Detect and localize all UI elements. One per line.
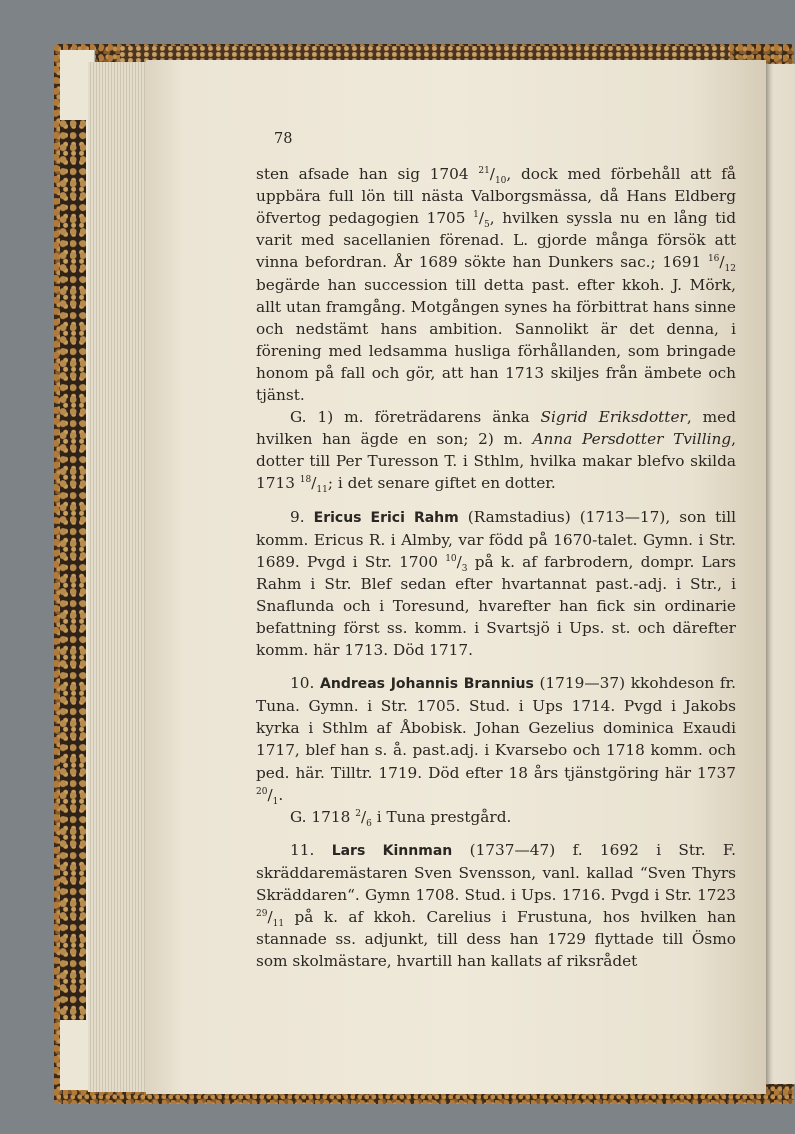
entry-number: 9. <box>290 507 305 526</box>
page-number: 78 <box>274 131 293 147</box>
page-text <box>256 128 736 972</box>
text-run: , dock med förbehåll att få uppbära full lön till nästa Valborgsmässa, då Hans Eldberg öfvertog pedagogien 1705 <box>256 165 736 228</box>
entry-10: 10. Andreas Johannis Brannius (1719—37) kkohdeson fr. Tuna. Gymn. i Str. 1705. Stud. i Ups 1714. Pvgd i Jakobs kyrka i Sthlm af Åbobisk. Johan Gezelius dominica Exaudi 1717, blef han s. å. past.adj. i Kvarsebo och 1718 komm. och ped. här. Tilltr. 1719. Död efter 18 års tjänstgöring här 1737 $^{20}/_1$. <box>256 674 736 807</box>
entry-10-marriage: G. 1718 $^2/_6$ i Tuna prestgård. <box>290 807 512 829</box>
paragraph-marriages: G. 1) m. företrädarens änka Sigrid Eriksdotter, med hvilken han ägde en son; 2) m. Anna Persdotter Tvilling, dotter till Per Turesson T. i Sthlm, hvilka makar blefvo skilda 1713 $^{18}/_{11}$; i det senare giftet en dotter. <box>256 408 737 496</box>
date-fraction-den: 11 <box>272 919 285 930</box>
entry-name: Andreas Johannis Brannius <box>320 676 534 693</box>
date-fraction-den: 6 <box>366 818 372 829</box>
date-fraction-num: 2 <box>355 808 361 819</box>
entry-9: 9. Ericus Erici Rahm (Ramstadius) (1713—17), son till komm. Ericus R. i Almby, var född på 1670-talet. Gymn. i Str. 1689. Pvgd i Str. 1700 $^{10}/_3$ på k. af farbrodern, dompr. Lars Rahm i Str. Blef sedan efter hvartannat past.-adj. i Str., i Snaflunda och i Toresund, hvarefter han fick sin ordinarie befattning först ss. komm. i Svartsjö i Ups. st. och därefter komm. här 1713. Död 1717. <box>256 507 736 660</box>
date-fraction-num: 16 <box>707 254 720 265</box>
date-fraction-den: 12 <box>724 264 736 275</box>
date-fraction-num: 18 <box>299 475 312 486</box>
entry-number: 10. <box>290 674 315 693</box>
date-fraction-num: 29 <box>256 909 268 919</box>
book-spine-marbling <box>60 120 86 1020</box>
entry-name: Lars Kinnman <box>331 842 453 859</box>
text-run: på k. af farbrodern, dompr. Lars Rahm i Str. Blef sedan efter hvartannat past.-adj. i Str., i Snaflunda och i Toresund, hvarefter han fick sin ordinarie befattning först ss. komm. i Svartsjö i Ups. st. och därefter komm. här 1713. Död 1717. <box>256 552 736 660</box>
entry-number: 11. <box>290 840 315 859</box>
text-run: (1737—47) f. 1692 i Str. F. skräddaremästaren Sven Svensson, vanl. kallad “Sven Thyrs Skräddaren“. Gymn 1708. Stud. i Ups. 1716. Pvgd i Str. 1723 <box>256 840 736 904</box>
text-run: G. 1) m. företrädarens änka <box>290 408 541 427</box>
text-run: sten afsade han sig 1704 <box>256 165 479 184</box>
date-fraction-den: 5 <box>484 220 490 231</box>
text-run: ; i det senare giftet en dotter. <box>327 474 556 493</box>
date-fraction-den: 1 <box>272 796 279 807</box>
text-run: i Tuna prestgård. <box>371 807 512 826</box>
text-run: begärde han succession till detta past. efter kkoh. J. Mörk, allt utan framgång. Motgången synes ha förbittrat hans sinne och nedstämt hans ambition. Sannolikt är det denna, i förening med ledsamma husliga förhållanden, som bringade honom på fall och gör, att han 1713 skiljes från ämbete och tjänst. <box>256 275 736 405</box>
entry-name: Ericus Erici Rahm <box>313 509 459 526</box>
paragraph-continuation: sten afsade han sig 1704 $^{21}/_{10}$, dock med förbehåll att få uppbära full lön till nästa Valborgsmässa, då Hans Eldberg öfvertog pedagogien 1705 $^1/_5$, hvilken syssla nu en lång tid varit med sacellanien förenad. L. gjorde många försök att vinna befordran. År 1689 sökte han Dunkers sac.; 1691 $^{16}/_{12}$ begärde han succession till detta past. efter kkoh. J. Mörk, allt utan framgång. Motgången synes ha förbittrat hans sinne och nedstämt hans ambition. Sannolikt är det denna, i förening med ledsamma husliga förhållanden, som bringade honom på fall och gör, att han 1713 skiljes från ämbete och tjänst. <box>256 165 736 405</box>
text-run: . <box>278 785 284 804</box>
date-fraction-num: 20 <box>256 786 268 797</box>
text-run: , dotter till Per Turesson T. i Sthlm, hvilka makar blefvo skilda 1713 <box>256 430 737 493</box>
entry-11: 11. Lars Kinnman (1737—47) f. 1692 i Str. F. skräddaremästaren Sven Svensson, vanl. kallad “Sven Thyrs Skräddaren“. Gymn 1708. Stud. i Ups. 1716. Pvgd i Str. 1723 $^{29}/_{11}$ på k. af kkoh. Carelius i Frustuna, hos hvilken han stannade ss. adjunkt, till dess han 1729 flyttade till Ösmo som skolmästare, hvartill han kallats af riksrådet <box>256 840 736 971</box>
date-fraction-num: 1 <box>473 210 479 221</box>
text-run: på k. af kkoh. Carelius i Frustuna, hos hvilken han stannade ss. adjunkt, till dess han 1729 flyttade till Ösmo som skolmästare, hvartill han kallats af riksrådet <box>256 908 736 971</box>
date-fraction-num: 21 <box>478 166 490 176</box>
text-run: (1719—37) kkohdeson fr. Tuna. Gymn. i Str. 1705. Stud. i Ups 1714. Pvgd i Jakobs kyrka i Sthlm af Åbobisk. Johan Gezelius dominica Exaudi 1717, blef han s. å. past.adj. i Kvarsebo och 1718 komm. och ped. här. Tilltr. 1719. Död efter 18 års tjänstgöring här 1737 <box>256 674 736 782</box>
date-fraction-den: 11 <box>316 485 328 496</box>
italic-name: Anna Persdotter Tvilling <box>532 430 732 449</box>
text-run: , hvilken syssla nu en lång tid varit med sacellanien förenad. L. gjorde många försök att vinna befordran. År 1689 sökte han Dunkers sac.; 1691 <box>256 209 736 272</box>
date-fraction-den: 3 <box>461 563 468 574</box>
text-run: , med hvilken han ägde en son; 2) m. <box>256 408 736 449</box>
text-run: G. 1718 <box>290 807 356 826</box>
page-stack-edges <box>88 62 148 1092</box>
date-fraction-num: 10 <box>445 553 457 564</box>
italic-name: Sigrid Eriksdotter <box>540 408 687 427</box>
date-fraction-den: 10 <box>494 176 507 187</box>
text-run: (Ramstadius) (1713—17), son till komm. Ericus R. i Almby, var född på 1670-talet. Gymn. i Str. 1689. Pvgd i Str. 1700 <box>256 507 736 571</box>
